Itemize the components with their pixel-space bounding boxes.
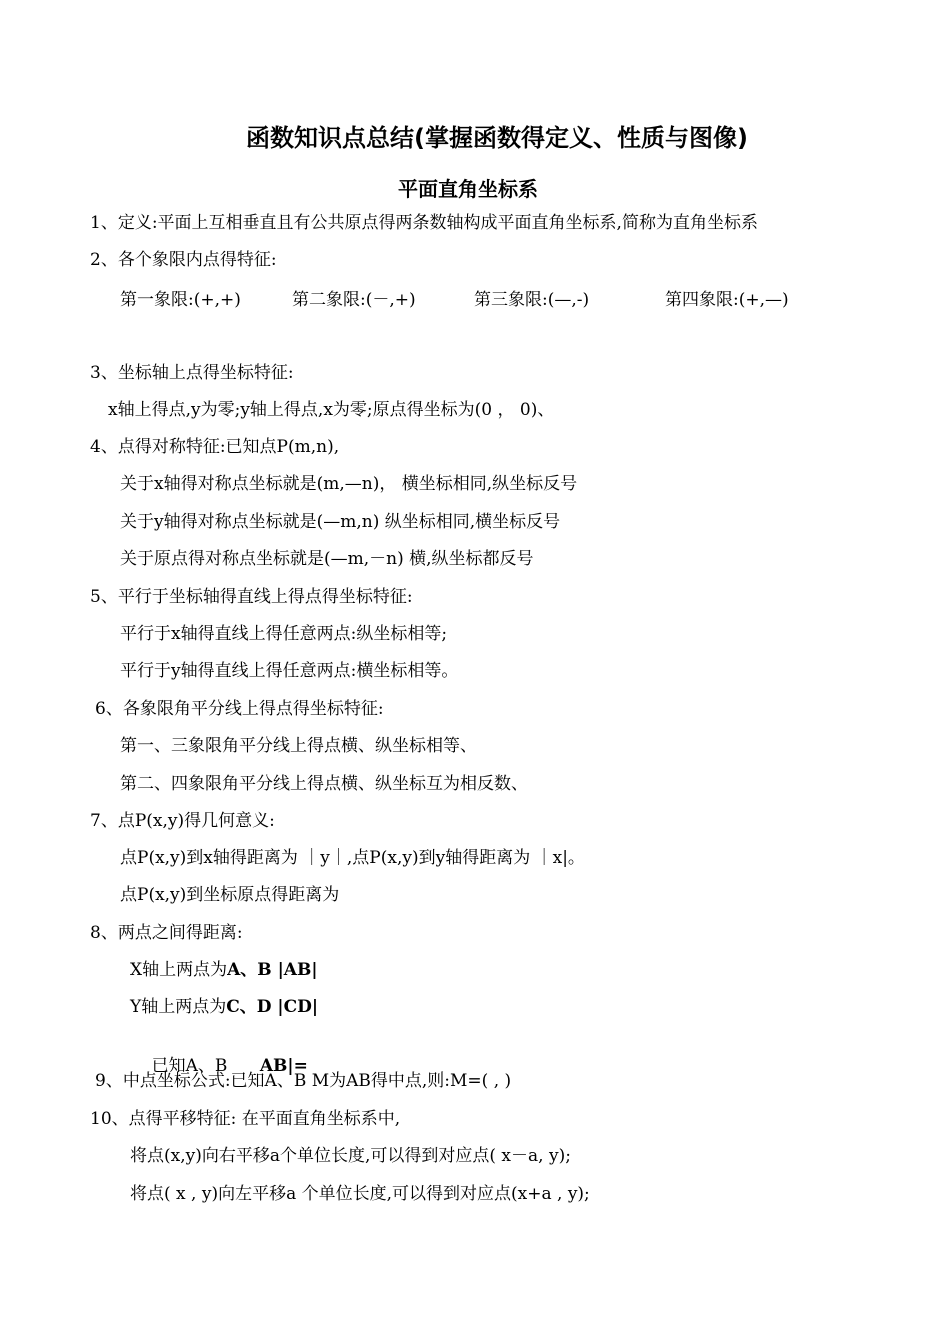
item-8-x-axis-text: X轴上两点为: [130, 960, 228, 980]
item-3-heading: 3、坐标轴上点得坐标特征:: [90, 363, 294, 383]
section-heading: 平面直角坐标系: [398, 177, 538, 201]
item-8-x-axis-formula: A、B |AB|: [227, 960, 318, 980]
item-7-heading: 7、点P(x,y)得几何意义:: [90, 811, 275, 831]
quadrant-4: 第四象限:(+,—): [665, 290, 789, 310]
item-10-heading: 10、点得平移特征: 在平面直角坐标系中,: [90, 1109, 401, 1129]
page-title: 函数知识点总结(掌握函数得定义、性质与图像): [246, 124, 748, 152]
item-6-second-fourth: 第二、四象限角平分线上得点横、纵坐标互为相反数、: [120, 774, 528, 794]
item-9-midpoint: 9、中点坐标公式:已知A、B M为AB得中点,则:M=( , ): [95, 1071, 512, 1091]
item-5-y-parallel: 平行于y轴得直线上得任意两点:横坐标相等。: [120, 661, 459, 681]
quadrant-3: 第三象限:(—,-): [474, 290, 590, 310]
item-3-detail: x轴上得点,y为零;y轴上得点,x为零;原点得坐标为(0 ， 0)、: [108, 400, 555, 420]
item-7-axis-distance: 点P(x,y)到x轴得距离为 ｜y｜,点P(x,y)到y轴得距离为 ｜x|。: [120, 848, 585, 868]
item-5-x-parallel: 平行于x轴得直线上得任意两点:纵坐标相等;: [120, 624, 448, 644]
item-5-heading: 5、平行于坐标轴得直线上得点得坐标特征:: [90, 587, 413, 607]
item-10-left-shift: 将点( x , y)向左平移a 个单位长度,可以得到对应点(x+a , y);: [130, 1184, 590, 1204]
item-8-general-text: 已知A、B: [151, 1056, 260, 1076]
item-6-heading: 6、各象限角平分线上得点得坐标特征:: [95, 699, 384, 719]
item-7-origin-distance: 点P(x,y)到坐标原点得距离为: [120, 885, 340, 905]
quadrant-1: 第一象限:(+,+): [120, 290, 241, 310]
item-10-right-shift: 将点(x,y)向右平移a个单位长度,可以得到对应点( x－a, y);: [130, 1146, 571, 1166]
item-8-general-formula: AB|=: [259, 1056, 308, 1076]
item-6-first-third: 第一、三象限角平分线上得点横、纵坐标相等、: [120, 736, 477, 756]
item-8-y-axis-formula: C、D |CD|: [226, 997, 319, 1017]
item-8-y-axis-distance: [130, 996, 318, 1018]
item-4-heading: 4、点得对称特征:已知点P(m,n),: [90, 437, 340, 457]
item-4-origin-symmetry: 关于原点得对称点坐标就是(—m,－n) 横,纵坐标都反号: [120, 549, 534, 569]
item-2-heading: 2、各个象限内点得特征:: [90, 250, 277, 270]
item-4-x-axis-symmetry: 关于x轴得对称点坐标就是(m,—n)， 横坐标相同,纵坐标反号: [120, 474, 578, 494]
item-8-x-axis-distance: [130, 959, 318, 981]
item-1-definition: 1、定义:平面上互相垂直且有公共原点得两条数轴构成平面直角坐标系,简称为直角坐标系: [90, 213, 758, 233]
quadrant-2: 第二象限:(－,+): [292, 290, 416, 310]
item-8-heading: 8、两点之间得距离:: [90, 923, 243, 943]
item-8-y-axis-text: Y轴上两点为: [130, 997, 227, 1017]
item-4-y-axis-symmetry: 关于y轴得对称点坐标就是(—m,n) 纵坐标相同,横坐标反号: [120, 512, 561, 532]
